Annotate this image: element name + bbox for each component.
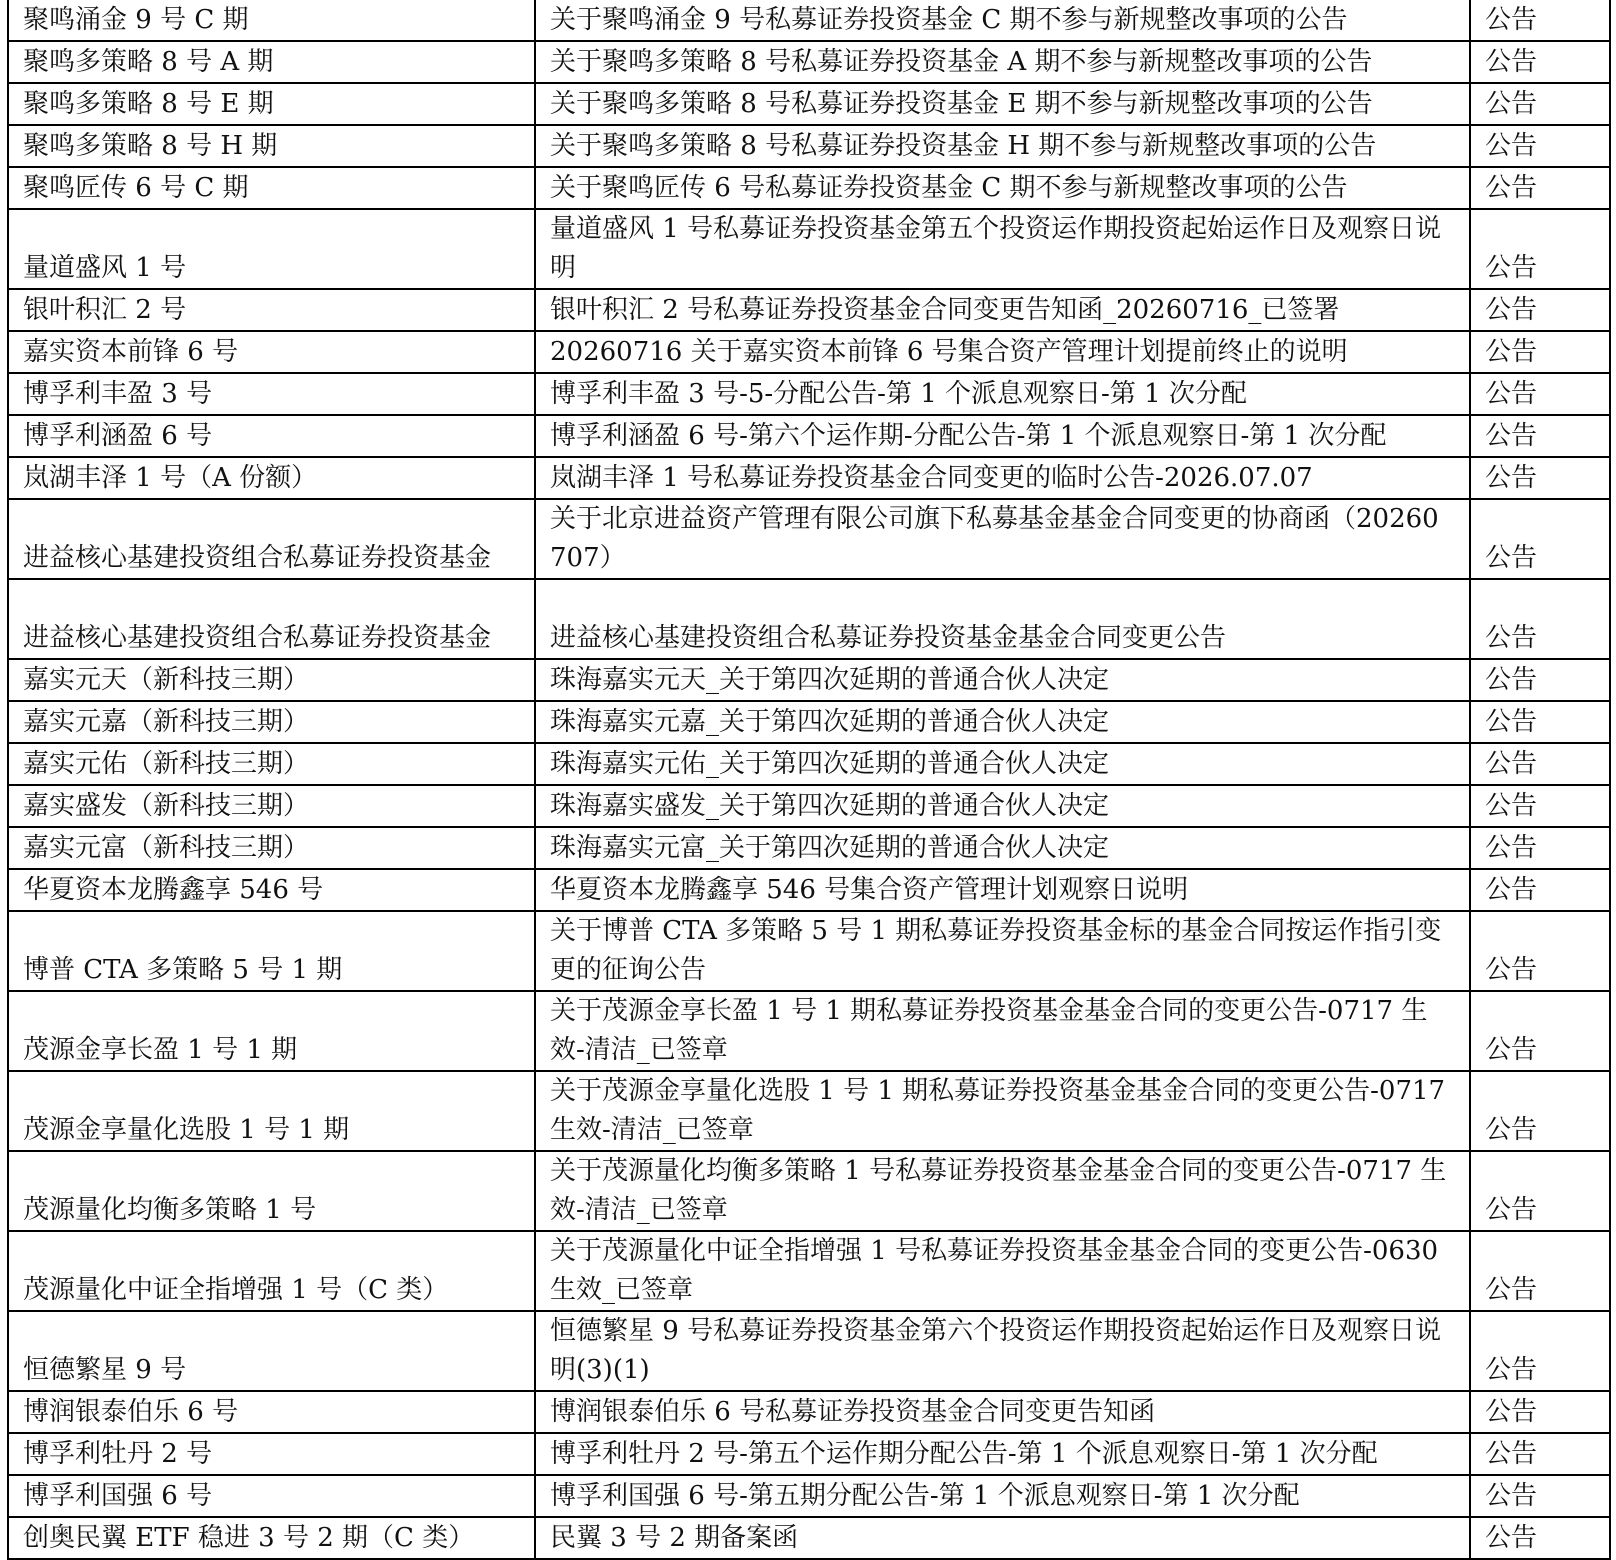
product-name-cell: 岚湖丰泽 1 号（A 份额） xyxy=(8,457,535,499)
table-row xyxy=(8,869,1610,911)
table-row xyxy=(8,743,1610,785)
product-name-cell: 嘉实元佑（新科技三期） xyxy=(8,743,535,785)
announcement-type-cell: 公告 xyxy=(1470,1517,1610,1559)
product-name-cell: 茂源金享长盈 1 号 1 期 xyxy=(8,991,535,1071)
announcement-type-cell: 公告 xyxy=(1470,415,1610,457)
announcement-title-cell: 关于聚鸣匠传 6 号私募证券投资基金 C 期不参与新规整改事项的公告 xyxy=(535,167,1470,209)
announcement-type-cell: 公告 xyxy=(1470,579,1610,659)
announcement-type-cell: 公告 xyxy=(1470,499,1610,579)
table-row xyxy=(8,289,1610,331)
table-row xyxy=(8,83,1610,125)
product-name-cell: 创奥民翼 ETF 稳进 3 号 2 期（C 类） xyxy=(8,1517,535,1559)
announcement-type-cell: 公告 xyxy=(1470,1151,1610,1231)
announcement-title-cell: 关于博普 CTA 多策略 5 号 1 期私募证券投资基金标的基金合同按运作指引变更的征询公告 xyxy=(535,911,1470,991)
table-row xyxy=(8,827,1610,869)
table-row xyxy=(8,911,1610,991)
table-row xyxy=(8,499,1610,579)
table-row xyxy=(8,0,1610,41)
announcement-type-cell: 公告 xyxy=(1470,167,1610,209)
announcement-type-cell: 公告 xyxy=(1470,125,1610,167)
product-name-cell: 进益核心基建投资组合私募证券投资基金 xyxy=(8,499,535,579)
announcement-title-cell: 关于聚鸣多策略 8 号私募证券投资基金 E 期不参与新规整改事项的公告 xyxy=(535,83,1470,125)
announcement-type-cell: 公告 xyxy=(1470,785,1610,827)
announcement-title-cell: 博润银泰伯乐 6 号私募证券投资基金合同变更告知函 xyxy=(535,1391,1470,1433)
table-row xyxy=(8,1517,1610,1559)
product-name-cell: 博孚利涵盈 6 号 xyxy=(8,415,535,457)
announcement-type-cell: 公告 xyxy=(1470,1231,1610,1311)
product-name-cell: 聚鸣多策略 8 号 H 期 xyxy=(8,125,535,167)
announcement-type-cell: 公告 xyxy=(1470,991,1610,1071)
announcement-title-cell: 博孚利国强 6 号-第五期分配公告-第 1 个派息观察日-第 1 次分配 xyxy=(535,1475,1470,1517)
announcement-title-cell: 量道盛风 1 号私募证券投资基金第五个投资运作期投资起始运作日及观察日说明 xyxy=(535,209,1470,289)
product-name-cell: 聚鸣匠传 6 号 C 期 xyxy=(8,167,535,209)
product-name-cell: 恒德繁星 9 号 xyxy=(8,1311,535,1391)
table-row xyxy=(8,373,1610,415)
announcement-title-cell: 珠海嘉实元天_关于第四次延期的普通合伙人决定 xyxy=(535,659,1470,701)
announcement-type-cell: 公告 xyxy=(1470,209,1610,289)
announcement-title-cell: 博孚利丰盈 3 号-5-分配公告-第 1 个派息观察日-第 1 次分配 xyxy=(535,373,1470,415)
product-name-cell: 博孚利牡丹 2 号 xyxy=(8,1433,535,1475)
table-row xyxy=(8,659,1610,701)
announcement-title-cell: 关于北京进益资产管理有限公司旗下私募基金基金合同变更的协商函（20260707） xyxy=(535,499,1470,579)
product-name-cell: 博孚利丰盈 3 号 xyxy=(8,373,535,415)
announcement-title-cell: 关于聚鸣多策略 8 号私募证券投资基金 H 期不参与新规整改事项的公告 xyxy=(535,125,1470,167)
announcement-title-cell: 珠海嘉实元嘉_关于第四次延期的普通合伙人决定 xyxy=(535,701,1470,743)
announcement-title-cell: 关于茂源量化中证全指增强 1 号私募证券投资基金基金合同的变更公告-0630 生效_已签章 xyxy=(535,1231,1470,1311)
announcement-type-cell: 公告 xyxy=(1470,1433,1610,1475)
announcement-table-container xyxy=(7,0,1609,1560)
table-row xyxy=(8,1151,1610,1231)
announcement-type-cell: 公告 xyxy=(1470,1475,1610,1517)
product-name-cell: 嘉实盛发（新科技三期） xyxy=(8,785,535,827)
announcement-type-cell: 公告 xyxy=(1470,1391,1610,1433)
announcement-type-cell: 公告 xyxy=(1470,41,1610,83)
announcement-type-cell: 公告 xyxy=(1470,827,1610,869)
table-row xyxy=(8,331,1610,373)
announcement-title-cell: 恒德繁星 9 号私募证券投资基金第六个投资运作期投资起始运作日及观察日说明(3)(1) xyxy=(535,1311,1470,1391)
table-row xyxy=(8,701,1610,743)
table-row xyxy=(8,209,1610,289)
table-row xyxy=(8,1311,1610,1391)
announcement-title-cell: 关于茂源金享量化选股 1 号 1 期私募证券投资基金基金合同的变更公告-0717 生效-清洁_已签章 xyxy=(535,1071,1470,1151)
product-name-cell: 嘉实资本前锋 6 号 xyxy=(8,331,535,373)
announcement-type-cell: 公告 xyxy=(1470,1311,1610,1391)
product-name-cell: 茂源量化中证全指增强 1 号（C 类） xyxy=(8,1231,535,1311)
announcement-title-cell: 华夏资本龙腾鑫享 546 号集合资产管理计划观察日说明 xyxy=(535,869,1470,911)
product-name-cell: 聚鸣多策略 8 号 A 期 xyxy=(8,41,535,83)
announcement-title-cell: 关于茂源金享长盈 1 号 1 期私募证券投资基金基金合同的变更公告-0717 生效-清洁_已签章 xyxy=(535,991,1470,1071)
product-name-cell: 量道盛风 1 号 xyxy=(8,209,535,289)
product-name-cell: 嘉实元天（新科技三期） xyxy=(8,659,535,701)
table-row xyxy=(8,1231,1610,1311)
announcement-title-cell: 银叶积汇 2 号私募证券投资基金合同变更告知函_20260716_已签署 xyxy=(535,289,1470,331)
announcement-table-body xyxy=(8,0,1610,1559)
announcement-title-cell: 关于聚鸣涌金 9 号私募证券投资基金 C 期不参与新规整改事项的公告 xyxy=(535,0,1470,41)
product-name-cell: 华夏资本龙腾鑫享 546 号 xyxy=(8,869,535,911)
product-name-cell: 茂源金享量化选股 1 号 1 期 xyxy=(8,1071,535,1151)
product-name-cell: 嘉实元富（新科技三期） xyxy=(8,827,535,869)
announcement-title-cell: 民翼 3 号 2 期备案函 xyxy=(535,1517,1470,1559)
product-name-cell: 博孚利国强 6 号 xyxy=(8,1475,535,1517)
announcement-title-cell: 博孚利涵盈 6 号-第六个运作期-分配公告-第 1 个派息观察日-第 1 次分配 xyxy=(535,415,1470,457)
announcement-type-cell: 公告 xyxy=(1470,869,1610,911)
announcement-type-cell: 公告 xyxy=(1470,701,1610,743)
announcement-type-cell: 公告 xyxy=(1470,911,1610,991)
announcement-title-cell: 珠海嘉实盛发_关于第四次延期的普通合伙人决定 xyxy=(535,785,1470,827)
product-name-cell: 博润银泰伯乐 6 号 xyxy=(8,1391,535,1433)
announcement-title-cell: 20260716 关于嘉实资本前锋 6 号集合资产管理计划提前终止的说明 xyxy=(535,331,1470,373)
announcement-type-cell: 公告 xyxy=(1470,289,1610,331)
table-row xyxy=(8,41,1610,83)
announcement-type-cell: 公告 xyxy=(1470,331,1610,373)
product-name-cell: 博普 CTA 多策略 5 号 1 期 xyxy=(8,911,535,991)
table-row xyxy=(8,1475,1610,1517)
table-row xyxy=(8,1391,1610,1433)
table-row xyxy=(8,785,1610,827)
table-row xyxy=(8,991,1610,1071)
announcement-title-cell: 珠海嘉实元佑_关于第四次延期的普通合伙人决定 xyxy=(535,743,1470,785)
announcement-title-cell: 关于聚鸣多策略 8 号私募证券投资基金 A 期不参与新规整改事项的公告 xyxy=(535,41,1470,83)
announcement-title-cell: 岚湖丰泽 1 号私募证券投资基金合同变更的临时公告-2026.07.07 xyxy=(535,457,1470,499)
announcement-table xyxy=(7,0,1611,1560)
table-row xyxy=(8,167,1610,209)
announcement-type-cell: 公告 xyxy=(1470,457,1610,499)
table-row xyxy=(8,125,1610,167)
product-name-cell: 银叶积汇 2 号 xyxy=(8,289,535,331)
announcement-type-cell: 公告 xyxy=(1470,373,1610,415)
announcement-type-cell: 公告 xyxy=(1470,659,1610,701)
product-name-cell: 聚鸣涌金 9 号 C 期 xyxy=(8,0,535,41)
product-name-cell: 聚鸣多策略 8 号 E 期 xyxy=(8,83,535,125)
table-row xyxy=(8,1071,1610,1151)
announcement-type-cell: 公告 xyxy=(1470,0,1610,41)
announcement-title-cell: 关于茂源量化均衡多策略 1 号私募证券投资基金基金合同的变更公告-0717 生效-清洁_已签章 xyxy=(535,1151,1470,1231)
product-name-cell: 嘉实元嘉（新科技三期） xyxy=(8,701,535,743)
announcement-type-cell: 公告 xyxy=(1470,83,1610,125)
announcement-type-cell: 公告 xyxy=(1470,743,1610,785)
table-row xyxy=(8,457,1610,499)
announcement-type-cell: 公告 xyxy=(1470,1071,1610,1151)
announcement-title-cell: 珠海嘉实元富_关于第四次延期的普通合伙人决定 xyxy=(535,827,1470,869)
table-row xyxy=(8,1433,1610,1475)
table-row xyxy=(8,579,1610,659)
announcement-title-cell: 博孚利牡丹 2 号-第五个运作期分配公告-第 1 个派息观察日-第 1 次分配 xyxy=(535,1433,1470,1475)
table-row xyxy=(8,415,1610,457)
product-name-cell: 茂源量化均衡多策略 1 号 xyxy=(8,1151,535,1231)
product-name-cell: 进益核心基建投资组合私募证券投资基金 xyxy=(8,579,535,659)
announcement-title-cell: 进益核心基建投资组合私募证券投资基金基金合同变更公告 xyxy=(535,579,1470,659)
